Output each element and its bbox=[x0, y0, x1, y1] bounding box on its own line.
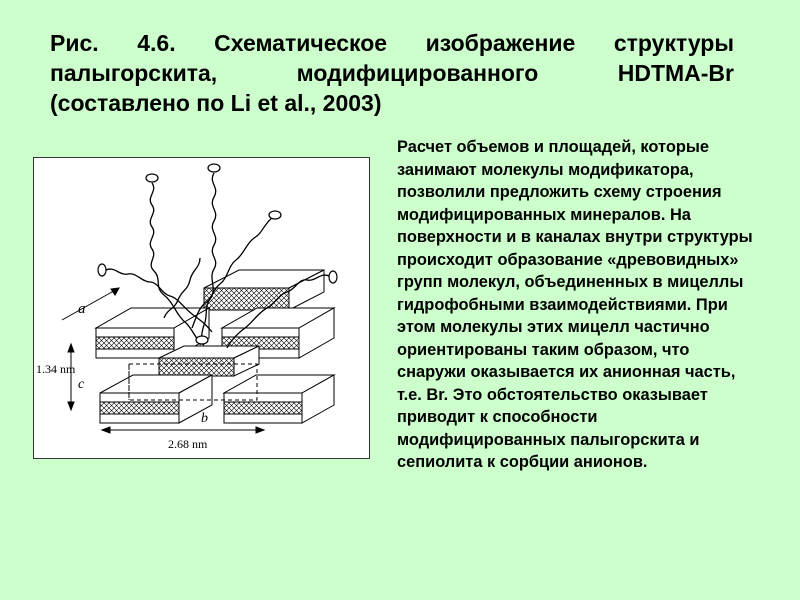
axis-b-label: b bbox=[201, 411, 208, 426]
axis-a-arrow bbox=[62, 288, 119, 320]
slide-title: Рис. 4.6. Схематическое изображение структуры палыгорскита, модифицированного HDTMA-Br (составлено по Li et al., 2003) bbox=[50, 30, 734, 116]
palygorskite-structure-figure bbox=[33, 157, 370, 459]
head-group bbox=[329, 271, 337, 283]
height-label: 1.34 nm bbox=[36, 362, 76, 376]
layer-block-middle bbox=[159, 346, 259, 376]
width-label: 2.68 nm bbox=[168, 437, 208, 451]
head-group bbox=[269, 211, 281, 219]
axis-a-label: a bbox=[78, 301, 86, 317]
head-group bbox=[196, 336, 208, 344]
axis-c-label: c bbox=[78, 377, 85, 392]
layer-block-lower-left bbox=[100, 375, 212, 423]
head-group bbox=[208, 164, 220, 172]
head-group bbox=[98, 264, 106, 276]
structure-diagram bbox=[34, 158, 369, 458]
height-dimension-arrow bbox=[68, 344, 74, 410]
description-text: Расчет объемов и площадей, которые занимают молекулы модификатора, позволили предложить схему строения модифицированных минералов. На поверхности и в каналах внутри структуры происходит образование «древовидных» групп молекул, объединенных в мицеллы гидрофобными взаимодействиями. При этом молекулы этих мицелл частично ориентированы таким образом, что снаружи оказывается их анионная часть, т.е. Br. Это обстоятельство оказывает приводит к способности модифицированных палыгорскита и сепиолита к сорбции анионов. bbox=[397, 138, 753, 471]
head-group bbox=[146, 174, 158, 182]
layer-block-lower-right bbox=[224, 375, 334, 423]
layer-block-back bbox=[204, 270, 324, 310]
width-dimension-arrow bbox=[102, 427, 264, 433]
